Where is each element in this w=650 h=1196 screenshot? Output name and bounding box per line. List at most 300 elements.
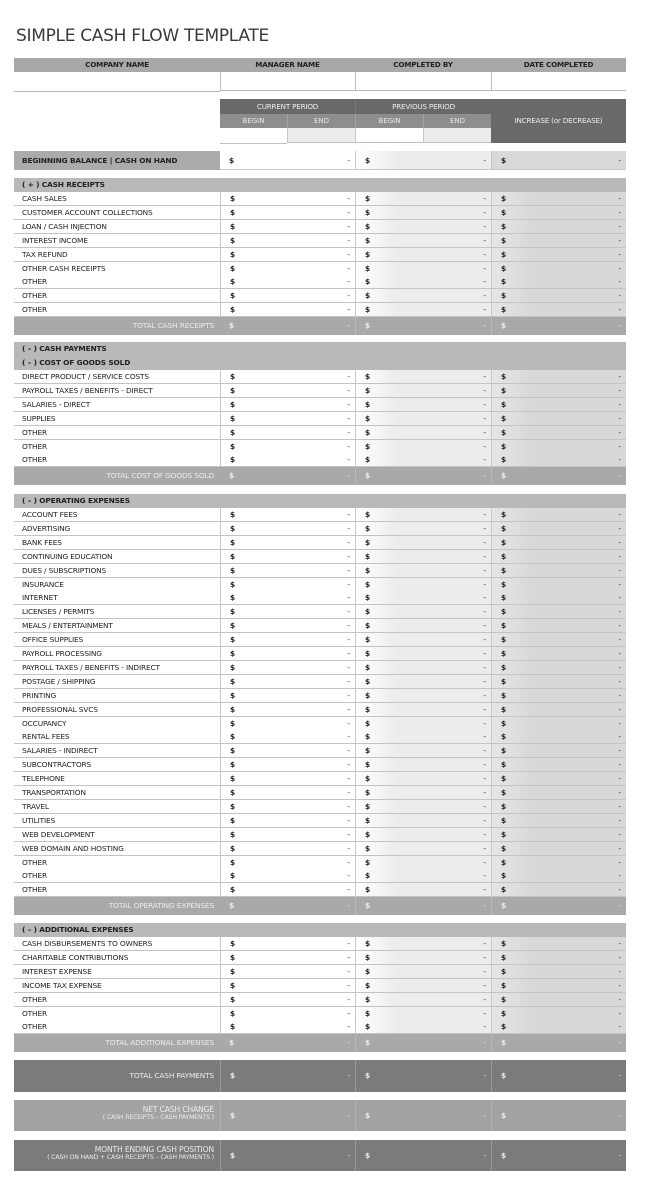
value-cell[interactable]: [220, 800, 355, 813]
value-cell[interactable]: [355, 262, 491, 275]
line-item-label: TAX REFUND: [22, 249, 68, 259]
currency-symbol: $: [365, 621, 371, 631]
current-end-field[interactable]: [287, 128, 355, 143]
value-cell: [491, 856, 626, 869]
value-cell[interactable]: [355, 151, 491, 170]
value-cell[interactable]: [220, 993, 355, 1006]
total-value-cell: [355, 1060, 491, 1092]
total-value-cell: [220, 1060, 355, 1092]
value-amount: -: [483, 662, 486, 672]
value-amount: -: [347, 565, 350, 575]
currency-symbol: $: [230, 413, 236, 423]
value-cell[interactable]: [355, 578, 491, 591]
value-amount: -: [347, 1022, 350, 1032]
value-cell[interactable]: [355, 1020, 491, 1033]
currency-symbol: $: [230, 607, 236, 617]
completed-by-field[interactable]: [355, 72, 491, 91]
currency-symbol: $: [230, 885, 236, 895]
line-item-row: [14, 536, 626, 550]
value-amount: -: [618, 385, 621, 395]
current-end-label: END: [287, 114, 355, 128]
value-cell[interactable]: [220, 1020, 355, 1033]
currency-symbol: $: [365, 649, 371, 658]
value-amount: -: [347, 523, 350, 533]
line-item-row: [14, 220, 626, 234]
currency-symbol: $: [365, 385, 371, 395]
currency-symbol: $: [365, 249, 371, 259]
value-amount: -: [347, 263, 350, 273]
line-item-label: OTHER: [22, 441, 47, 451]
currency-symbol: $: [501, 593, 507, 603]
beginning-balance-label: BEGINNING BALANCE | CASH ON HAND: [14, 151, 220, 170]
value-cell[interactable]: [220, 303, 355, 316]
value-amount: -: [347, 980, 350, 990]
currency-symbol: $: [230, 774, 236, 784]
currency-symbol: $: [230, 871, 236, 881]
value-amount: -: [618, 966, 621, 976]
value-cell[interactable]: [220, 1007, 355, 1020]
value-cell[interactable]: [220, 522, 355, 535]
value-amount: -: [483, 523, 486, 533]
line-item-label: PAYROLL TAXES / BENEFITS - INDIRECT: [22, 662, 160, 672]
value-cell[interactable]: [355, 800, 491, 813]
value-amount: -: [483, 621, 486, 631]
value-cell[interactable]: [220, 536, 355, 549]
value-amount: -: [347, 952, 350, 962]
currency-symbol: $: [501, 760, 507, 770]
currency-symbol: $: [230, 593, 236, 603]
value-cell: [491, 842, 626, 855]
value-cell[interactable]: [220, 730, 355, 743]
currency-symbol: $: [365, 1038, 371, 1048]
value-cell[interactable]: [220, 220, 355, 233]
currency-symbol: $: [230, 1150, 236, 1160]
value-amount: -: [347, 829, 350, 839]
total-value-cell: [355, 1100, 491, 1131]
value-amount: -: [618, 994, 621, 1004]
value-cell[interactable]: [355, 883, 491, 896]
currency-symbol: $: [365, 857, 371, 867]
value-amount: -: [618, 1022, 621, 1032]
manager-name-field[interactable]: [220, 72, 355, 91]
currency-symbol: $: [365, 455, 371, 465]
net-cash-change-label: [14, 1100, 220, 1131]
section-title: ( – ) COST OF GOODS SOLD: [22, 358, 131, 367]
line-item-row: [14, 717, 626, 731]
currency-symbol: $: [501, 871, 507, 881]
value-cell[interactable]: [355, 289, 491, 302]
value-amount: -: [347, 372, 350, 381]
value-cell[interactable]: [355, 275, 491, 288]
value-amount: -: [347, 994, 350, 1004]
value-amount: -: [483, 774, 486, 784]
value-cell[interactable]: [220, 814, 355, 827]
line-item-label: OTHER: [22, 1022, 47, 1032]
line-item-label: OTHER: [22, 427, 47, 437]
value-cell[interactable]: [355, 772, 491, 785]
value-cell[interactable]: [220, 550, 355, 563]
currency-symbol: $: [365, 523, 371, 533]
value-amount: -: [483, 413, 486, 423]
value-cell[interactable]: [220, 234, 355, 247]
value-cell[interactable]: [220, 289, 355, 302]
currency-symbol: $: [230, 1008, 236, 1018]
value-cell: [491, 398, 626, 411]
currency-symbol: $: [501, 277, 507, 287]
value-cell[interactable]: [220, 578, 355, 591]
currency-symbol: $: [230, 952, 236, 962]
section-total-label: TOTAL ADDITIONAL EXPENSES: [105, 1038, 214, 1048]
previous-period-label: PREVIOUS PERIOD: [355, 99, 491, 114]
value-cell: [491, 786, 626, 799]
operating-section-header: [14, 494, 626, 508]
manager-name-label: MANAGER NAME: [220, 58, 355, 72]
total-value-cell: [220, 1034, 355, 1052]
currency-symbol: $: [230, 857, 236, 867]
value-cell[interactable]: [355, 370, 491, 383]
currency-symbol: $: [365, 235, 371, 245]
value-cell[interactable]: [355, 703, 491, 716]
value-amount: -: [347, 1110, 350, 1120]
value-amount: -: [347, 760, 350, 770]
value-cell: [491, 564, 626, 577]
value-cell[interactable]: [220, 384, 355, 397]
value-amount: -: [483, 537, 486, 547]
value-amount: -: [483, 901, 486, 911]
value-cell[interactable]: [355, 508, 491, 521]
value-amount: -: [483, 1008, 486, 1018]
value-amount: -: [483, 815, 486, 825]
value-amount: -: [347, 843, 350, 853]
line-item-row: [14, 206, 626, 220]
value-cell[interactable]: [355, 965, 491, 978]
currency-symbol: $: [230, 1022, 236, 1032]
value-cell[interactable]: [355, 234, 491, 247]
line-item-label: INTEREST EXPENSE: [22, 966, 92, 976]
value-cell[interactable]: [220, 979, 355, 992]
value-amount: -: [618, 952, 621, 962]
value-cell[interactable]: [355, 248, 491, 261]
value-amount: -: [347, 885, 350, 895]
info-header-row: [14, 58, 626, 72]
value-cell[interactable]: [355, 412, 491, 425]
total-value-cell: [220, 317, 355, 335]
currency-symbol: $: [501, 774, 507, 784]
value-cell[interactable]: [220, 717, 355, 730]
line-item-row: [14, 772, 626, 786]
value-cell[interactable]: [355, 192, 491, 205]
value-cell: [491, 661, 626, 674]
value-cell: [491, 453, 626, 466]
currency-symbol: $: [230, 1110, 236, 1120]
value-cell[interactable]: [355, 647, 491, 660]
value-cell: [491, 412, 626, 425]
previous-end-field[interactable]: [423, 128, 491, 143]
line-item-row: [14, 993, 626, 1007]
value-amount: -: [618, 676, 621, 686]
value-cell[interactable]: [220, 262, 355, 275]
currency-symbol: $: [365, 676, 371, 686]
value-amount: -: [618, 455, 621, 465]
line-item-row: [14, 951, 626, 965]
value-amount: -: [483, 305, 486, 315]
value-cell[interactable]: [355, 536, 491, 549]
line-item-label: OTHER: [22, 885, 47, 895]
value-cell[interactable]: [220, 828, 355, 841]
value-cell[interactable]: [355, 786, 491, 799]
value-amount: -: [618, 871, 621, 881]
value-amount: -: [347, 305, 350, 315]
value-cell[interactable]: [220, 703, 355, 716]
value-amount: -: [618, 885, 621, 895]
value-cell[interactable]: [355, 605, 491, 618]
line-item-label: WEB DEVELOPMENT: [22, 829, 95, 839]
value-cell: [491, 965, 626, 978]
currency-symbol: $: [501, 441, 507, 451]
value-amount: -: [483, 579, 486, 589]
value-cell[interactable]: [220, 426, 355, 439]
value-cell: [491, 993, 626, 1006]
currency-symbol: $: [365, 593, 371, 603]
value-cell[interactable]: [220, 275, 355, 288]
value-cell: [491, 869, 626, 882]
line-item-row: [14, 703, 626, 717]
value-cell[interactable]: [220, 605, 355, 618]
total-value-cell: [491, 897, 626, 915]
value-cell[interactable]: [220, 248, 355, 261]
value-cell[interactable]: [355, 522, 491, 535]
line-item-label: OFFICE SUPPLIES: [22, 635, 84, 645]
value-cell[interactable]: [220, 151, 355, 170]
value-cell[interactable]: [355, 717, 491, 730]
value-cell[interactable]: [355, 550, 491, 563]
value-cell[interactable]: [220, 440, 355, 453]
value-cell[interactable]: [355, 730, 491, 743]
currency-symbol: $: [365, 207, 371, 217]
currency-symbol: $: [365, 565, 371, 575]
current-period-label: CURRENT PERIOD: [220, 99, 355, 114]
value-cell[interactable]: [220, 591, 355, 604]
value-cell[interactable]: [220, 869, 355, 882]
value-cell[interactable]: [220, 619, 355, 632]
value-cell[interactable]: [220, 412, 355, 425]
value-cell[interactable]: [355, 661, 491, 674]
value-cell: [491, 937, 626, 950]
line-item-row: [14, 842, 626, 856]
value-cell[interactable]: [220, 856, 355, 869]
value-cell[interactable]: [220, 758, 355, 771]
currency-symbol: $: [365, 718, 371, 728]
currency-symbol: $: [501, 939, 507, 948]
value-cell[interactable]: [355, 564, 491, 577]
value-cell[interactable]: [220, 772, 355, 785]
value-amount: -: [618, 1150, 621, 1160]
value-cell[interactable]: [355, 951, 491, 964]
currency-symbol: $: [501, 471, 507, 481]
value-cell[interactable]: [355, 426, 491, 439]
line-item-label: OTHER: [22, 871, 47, 881]
value-cell[interactable]: [220, 937, 355, 950]
value-cell[interactable]: [220, 951, 355, 964]
value-amount: -: [618, 277, 621, 287]
currency-symbol: $: [501, 704, 507, 714]
currency-symbol: $: [365, 788, 371, 797]
value-cell[interactable]: [355, 398, 491, 411]
line-item-row: [14, 564, 626, 578]
currency-symbol: $: [230, 704, 236, 714]
value-cell[interactable]: [355, 453, 491, 466]
currency-symbol: $: [230, 235, 236, 245]
value-cell[interactable]: [220, 965, 355, 978]
line-item-label: PROFESSIONAL SVCS: [22, 704, 98, 714]
currency-symbol: $: [230, 662, 236, 672]
value-amount: -: [483, 565, 486, 575]
currency-symbol: $: [365, 1071, 371, 1080]
value-cell[interactable]: [355, 384, 491, 397]
currency-symbol: $: [230, 305, 236, 315]
value-cell[interactable]: [355, 842, 491, 855]
month-ending-cash-label: [14, 1140, 220, 1171]
value-cell[interactable]: [355, 689, 491, 702]
value-cell[interactable]: [355, 206, 491, 219]
line-item-label: RENTAL FEES: [22, 732, 70, 742]
line-item-row: [14, 979, 626, 993]
value-cell[interactable]: [220, 633, 355, 646]
line-item-label: MEALS / ENTERTAINMENT: [22, 621, 113, 631]
total-value-cell: [220, 897, 355, 915]
value-cell[interactable]: [355, 814, 491, 827]
value-cell: [491, 703, 626, 716]
previous-end-label: END: [423, 114, 491, 128]
line-item-label: CASH SALES: [22, 194, 67, 203]
currency-symbol: $: [501, 413, 507, 423]
value-amount: -: [347, 939, 350, 948]
value-amount: -: [483, 156, 486, 165]
line-item-label: OCCUPANCY: [22, 718, 67, 728]
value-cell: [491, 647, 626, 660]
value-cell[interactable]: [355, 828, 491, 841]
value-cell[interactable]: [355, 619, 491, 632]
value-cell: [491, 206, 626, 219]
value-cell[interactable]: [355, 591, 491, 604]
value-cell[interactable]: [220, 206, 355, 219]
value-cell[interactable]: [355, 758, 491, 771]
value-cell[interactable]: [220, 508, 355, 521]
currency-symbol: $: [230, 815, 236, 825]
line-item-label: SUBCONTRACTORS: [22, 760, 92, 770]
currency-symbol: $: [365, 372, 371, 381]
currency-symbol: $: [365, 1008, 371, 1018]
date-completed-field[interactable]: [491, 72, 626, 91]
value-cell[interactable]: [355, 979, 491, 992]
value-amount: -: [347, 966, 350, 976]
line-item-label: INCOME TAX EXPENSE: [22, 980, 102, 990]
value-cell[interactable]: [220, 453, 355, 466]
value-cell[interactable]: [220, 689, 355, 702]
value-cell[interactable]: [220, 842, 355, 855]
currency-symbol: $: [365, 156, 371, 165]
value-amount: -: [347, 579, 350, 589]
value-cell[interactable]: [355, 440, 491, 453]
value-amount: -: [618, 291, 621, 301]
value-cell[interactable]: [220, 564, 355, 577]
value-cell: [491, 633, 626, 646]
currency-symbol: $: [365, 413, 371, 423]
value-cell[interactable]: [355, 856, 491, 869]
currency-symbol: $: [501, 385, 507, 395]
value-amount: -: [618, 704, 621, 714]
total-value-cell: [491, 1140, 626, 1171]
value-cell[interactable]: [355, 633, 491, 646]
currency-symbol: $: [230, 523, 236, 533]
value-cell[interactable]: [220, 398, 355, 411]
value-amount: -: [618, 194, 621, 203]
value-amount: -: [347, 857, 350, 867]
value-cell[interactable]: [220, 647, 355, 660]
value-amount: -: [347, 746, 350, 756]
line-item-row: [14, 786, 626, 800]
line-item-row: [14, 508, 626, 522]
value-amount: -: [618, 815, 621, 825]
value-cell[interactable]: [220, 883, 355, 896]
value-cell[interactable]: [355, 675, 491, 688]
currency-symbol: $: [501, 829, 507, 839]
currency-symbol: $: [230, 801, 236, 811]
value-cell: [491, 758, 626, 771]
company-name-field[interactable]: [14, 72, 220, 92]
currency-symbol: $: [365, 1022, 371, 1032]
value-cell[interactable]: [355, 993, 491, 1006]
currency-symbol: $: [365, 471, 371, 481]
currency-symbol: $: [230, 843, 236, 853]
line-item-label: POSTAGE / SHIPPING: [22, 676, 96, 686]
value-cell[interactable]: [355, 744, 491, 757]
value-cell: [491, 1020, 626, 1033]
value-amount: -: [483, 551, 486, 561]
value-cell: [491, 192, 626, 205]
line-item-label: ADVERTISING: [22, 523, 71, 533]
value-amount: -: [347, 427, 350, 437]
value-amount: -: [483, 690, 486, 700]
line-item-label: SALARIES - INDIRECT: [22, 746, 98, 756]
value-cell[interactable]: [220, 192, 355, 205]
current-begin-field[interactable]: [220, 128, 287, 144]
value-amount: -: [618, 980, 621, 990]
value-cell[interactable]: [220, 661, 355, 674]
value-cell[interactable]: [355, 937, 491, 950]
value-cell[interactable]: [355, 303, 491, 316]
line-item-row: [14, 1007, 626, 1021]
currency-symbol: $: [501, 1110, 507, 1120]
value-cell[interactable]: [355, 220, 491, 233]
value-cell[interactable]: [355, 1007, 491, 1020]
total-value-cell: [355, 1034, 491, 1052]
previous-begin-field[interactable]: [355, 128, 423, 143]
value-amount: -: [347, 732, 350, 742]
total-value-cell: [491, 1100, 626, 1131]
value-cell: [491, 303, 626, 316]
value-cell[interactable]: [220, 370, 355, 383]
value-cell[interactable]: [355, 869, 491, 882]
value-cell[interactable]: [220, 786, 355, 799]
line-item-row: [14, 578, 626, 592]
value-amount: -: [483, 194, 486, 203]
value-amount: -: [618, 441, 621, 451]
value-cell[interactable]: [220, 675, 355, 688]
value-cell[interactable]: [220, 744, 355, 757]
line-item-row: [14, 591, 626, 605]
value-cell: [491, 979, 626, 992]
